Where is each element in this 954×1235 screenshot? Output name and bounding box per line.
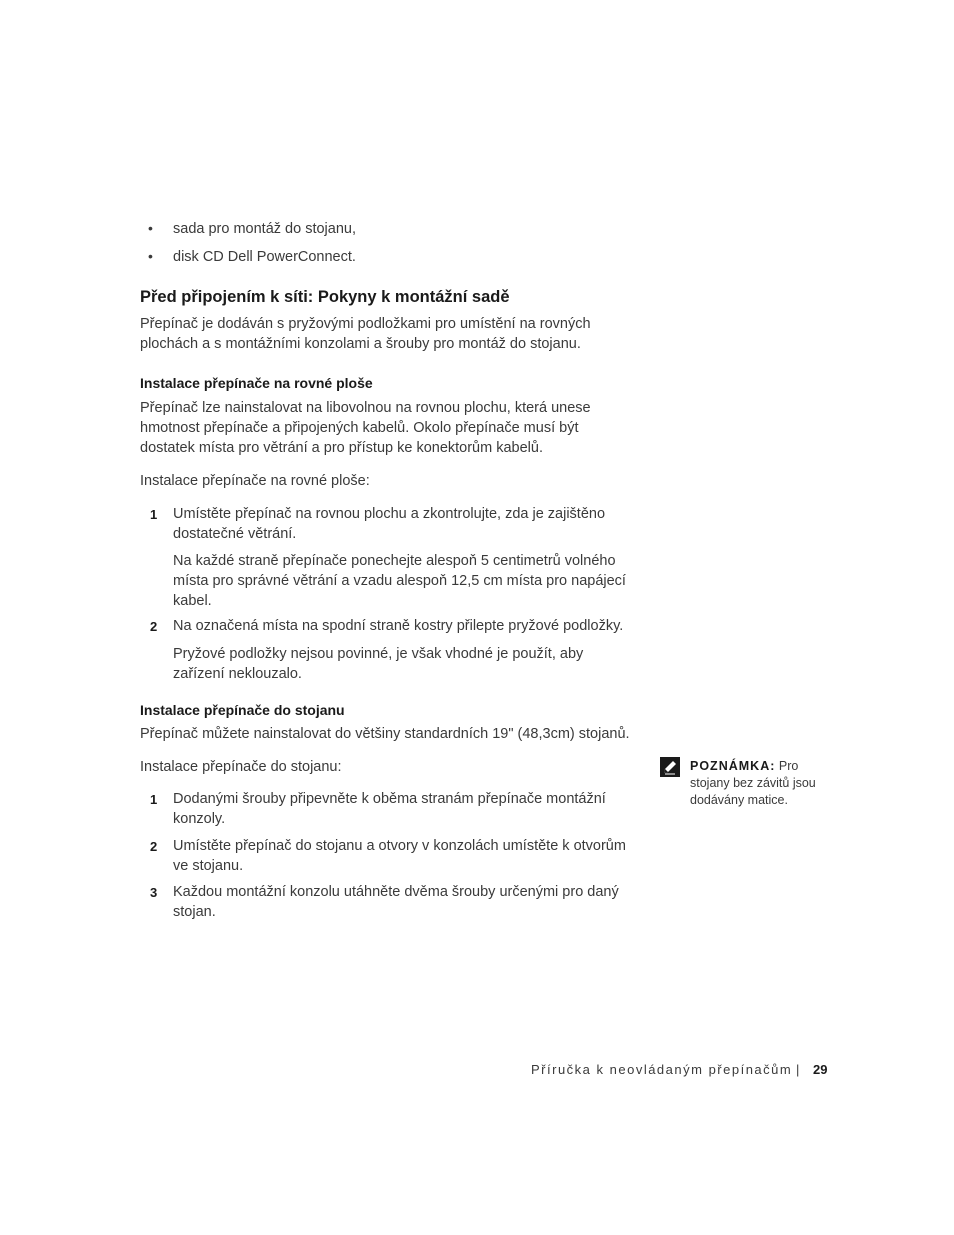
step-number: 1 <box>150 507 158 522</box>
subsection-intro: Přepínač lze nainstalovat na libovolnou na rovnou plochu, která unese hmotnost přepínače a připojených kabelů. Okolo přepínače musí být dostatek místa pro větrání a pro přístup ke konektorům kabelů. <box>140 400 591 456</box>
subsection-heading: Instalace přepínače na rovné ploše <box>140 375 373 391</box>
step-number: 3 <box>150 885 158 900</box>
page-number: 29 <box>813 1062 828 1077</box>
procedure-lead: Instalace přepínače do stojanu: <box>140 759 342 775</box>
step-subtext: Na každé straně přepínače ponechejte alespoň 5 centimetrů volného místa pro správné větrání a vzadu alespoň 12,5 cm místa pro napájecí kabel. <box>173 553 626 609</box>
procedure-lead: Instalace přepínače na rovné ploše: <box>140 473 370 489</box>
note-text: Pro stojany bez závitů jsou dodávány matice. <box>690 759 816 807</box>
note-label: POZNÁMKA: <box>690 759 776 773</box>
step-text: Na označená místa na spodní straně kostry přilepte pryžové podložky. <box>173 618 624 634</box>
footer-separator: | <box>796 1062 800 1077</box>
note-box <box>690 758 830 809</box>
step-text: Dodanými šrouby připevněte k oběma stranám přepínače montážní konzoly. <box>173 791 606 827</box>
subsection-intro: Přepínač můžete nainstalovat do většiny standardních 19" (48,3cm) stojanů. <box>140 726 630 742</box>
bullet-dot: • <box>148 248 153 264</box>
step-number: 2 <box>150 839 158 854</box>
step-subtext: Pryžové podložky nejsou povinné, je však vhodné je použít, aby zařízení neklouzalo. <box>173 646 584 682</box>
step-number: 2 <box>150 619 158 634</box>
step-text: Umístěte přepínač na rovnou plochu a zkontrolujte, zda je zajištěno dostatečné větrání. <box>173 506 606 542</box>
step-number: 1 <box>150 792 158 807</box>
section-intro: Přepínač je dodáván s pryžovými podložkami pro umístění na rovných plochách a s montážními konzolami a šrouby pro montáž do stojanu. <box>140 316 591 352</box>
subsection-heading: Instalace přepínače do stojanu <box>140 702 345 718</box>
bullet-item: disk CD Dell PowerConnect. <box>173 249 356 265</box>
step-text: Každou montážní konzolu utáhněte dvěma šrouby určenými pro daný stojan. <box>173 884 619 920</box>
footer-title: Příručka k neovládaným přepínačům <box>531 1062 793 1077</box>
bullet-item: sada pro montáž do stojanu, <box>173 221 356 237</box>
pencil-note-icon <box>660 757 680 777</box>
bullet-dot: • <box>148 220 153 236</box>
step-text: Umístěte přepínač do stojanu a otvory v konzolách umístěte k otvorům ve stojanu. <box>173 838 626 874</box>
section-heading: Před připojením k síti: Pokyny k montážní sadě <box>140 288 510 306</box>
